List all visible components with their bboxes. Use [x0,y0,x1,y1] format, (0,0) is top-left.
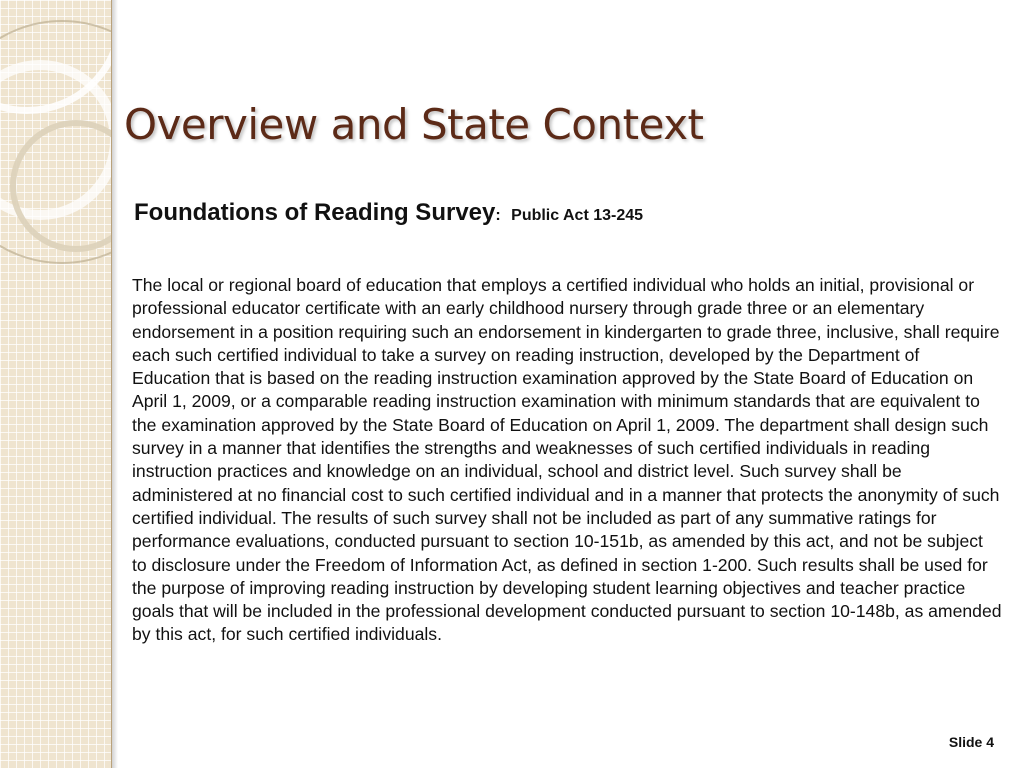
subtitle-main: Foundations of Reading Survey [134,199,496,226]
subtitle-separator: : [495,207,501,224]
side-panel-shadow [112,0,118,768]
slide-subtitle [134,199,1004,227]
decorative-side-panel [0,0,112,768]
body-paragraph: The local or regional board of education that employs a certified individual who holds an initial, provisional or professional educator certificate with an early childhood nursery through grade three or an elementary endorsement in a position requiring such an endorsement in kindergarten to grade three, inclusive, shall require each such certified individual to take a survey on reading instruction, developed by the Department of Education that is based on the reading instruction examination approved by the State Board of Education on April 1, 2009, or a comparable reading instruction examination with minimum standards that are equivalent to the examination approved by the State Board of Education on April 1, 2009. The department shall design such survey in a manner that identifies the strengths and weaknesses of such certified individuals in reading instruction practices and knowledge on an individual, school and district level. Such survey shall be administered at no financial cost to such certified individual and in a manner that protects the anonymity of such certified individual. The results of such survey shall not be included as part of any summative ratings for performance evaluations, conducted pursuant to section 10-151b, as amended by this act, and not be subject to disclosure under the Freedom of Information Act, as defined in section 1-200. Such results shall be used for the purpose of improving reading instruction by developing student learning objectives and teacher practice goals that will be included in the professional development conducted pursuant to section 10-148b, as amended by this act, for such certified individuals. [132,275,1002,645]
slide-title: Overview and State Context [124,100,704,149]
slide-number: Slide 4 [948,734,994,750]
subtitle-reference: Public Act 13-245 [511,207,644,224]
